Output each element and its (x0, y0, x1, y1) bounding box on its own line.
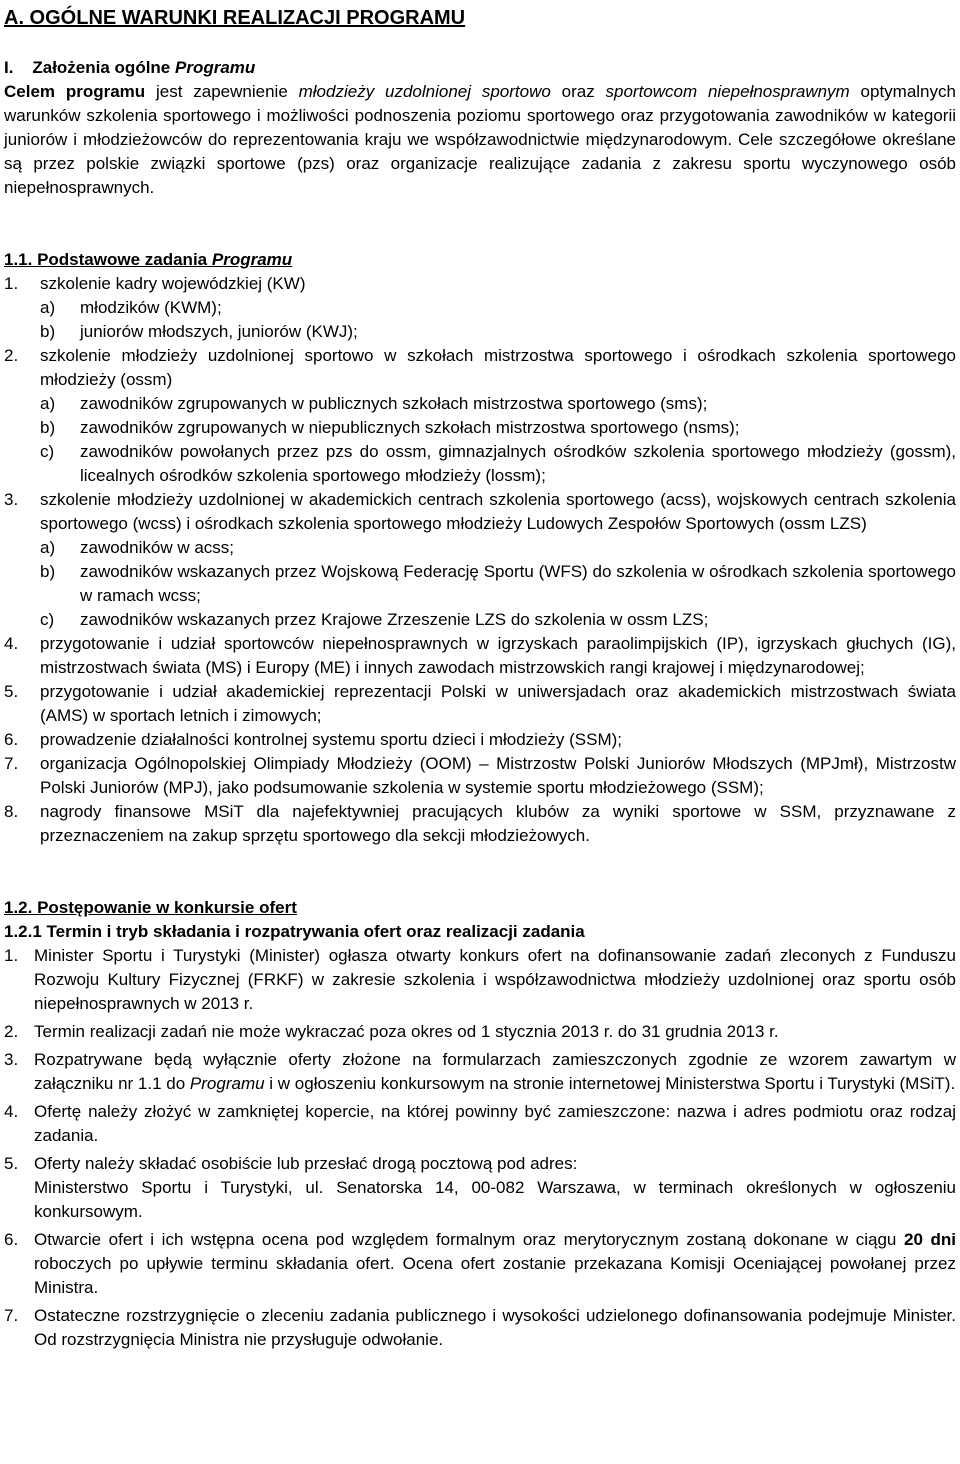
list-item (4, 1048, 956, 1096)
intro-italic-1: młodzieży uzdolnionej sportowo (298, 82, 551, 101)
list-item-text: Oferty należy składać osobiście lub przesłać drogą pocztową pod adres: (34, 1154, 578, 1173)
list-item (4, 632, 956, 680)
list-item (4, 728, 956, 752)
list-item (4, 272, 956, 344)
sub-item-letter: c) (40, 610, 55, 629)
sub-item-text: młodzików (KWM); (80, 298, 222, 317)
list-item (4, 680, 956, 728)
list-item-text-2: Ministerstwo Sportu i Turystyki, ul. Senatorska 14, 00-082 Warszawa, w terminach określonych w ogłoszeniu konkursowym. (34, 1178, 956, 1221)
list-item-text: szkolenie młodzieży uzdolnionej w akademickich centrach szkolenia sportowego (acss), wojskowych centrach szkolenia sportowego (wcss) i ośrodkach szkolenia sportowego młodzieży Ludowych Zespołów Sportowych (ossm LZS) (40, 490, 956, 533)
sub-item-text: zawodników w acss; (80, 538, 235, 557)
list-item-body (34, 1020, 956, 1044)
sub-item-text: zawodników wskazanych przez Krajowe Zrzeszenie LZS do szkolenia w ossm LZS; (80, 610, 709, 629)
list-item-text: Ofertę należy złożyć w zamkniętej kopercie, na której powinny być zamieszczone: nazwa i adres podmiotu oraz rodzaj zadania. (34, 1102, 956, 1145)
list-item-number: 5. (4, 682, 19, 701)
sub-item (40, 296, 956, 320)
procedure-list (4, 944, 956, 1352)
list-item (4, 488, 956, 632)
intro-text-3: optymalnych warunków szkolenia sportowego i możliwości podnoszenia poziomu sportowego oraz przygotowania zawodników w kategorii juniorów i młodzieżowców do reprezentowania kraju we współzawodnictwie międzynarodowym. Cele szczegółowe określane są przez polskie związki sportowe (pzs) oraz organizacje realizujące zadania z zakresu sportu wyczynowego osób niepełnosprawnych. (4, 82, 956, 197)
list-item-number: 5. (4, 1154, 19, 1173)
section-1-title: Założenia ogólne (32, 58, 171, 77)
list-item-number: 3. (4, 1050, 19, 1069)
list-item-body (34, 1228, 956, 1300)
list-item-text: organizacja Ogólnopolskiej Olimpiady Młodzieży (OOM) – Mistrzostw Polski Juniorów Młodszych (MPJmł), Mistrzostw Polski Juniorów (MPJ), jako podsumowanie szkolenia w systemie sportu młodzieżowego (SSM); (40, 754, 956, 797)
document-title: A. OGÓLNE WARUNKI REALIZACJI PROGRAMU (4, 7, 466, 29)
sub-item-text: zawodników zgrupowanych w niepublicznych szkołach mistrzostwa sportowego (nsms); (80, 418, 740, 437)
sub-item-text: zawodników wskazanych przez Wojskową Federację Sportu (WFS) do szkolenia w ośrodkach szkolenia sportowego w ramach wcss; (80, 562, 956, 605)
list-item-body (40, 800, 956, 848)
list-item-number: 1. (4, 274, 19, 293)
sub-item-text: juniorów młodszych, juniorów (KWJ); (80, 322, 358, 341)
section-1-title-italic: Programu (175, 58, 256, 77)
list-item (4, 1100, 956, 1148)
sub-item-letter: b) (40, 562, 56, 581)
list-item-body (40, 632, 956, 680)
list-item-body (34, 1100, 956, 1148)
sub-item-letter: c) (40, 442, 55, 461)
sub-item (40, 392, 956, 416)
section-1-1-heading (4, 248, 956, 272)
list-item-number: 4. (4, 634, 19, 653)
text-part: roboczych po upływie terminu składania ofert. Ocena ofert zostanie przekazana Komisji Oceniającej powołanej przez Ministra. (34, 1254, 956, 1297)
list-item-text: szkolenie kadry wojewódzkiej (KW) (40, 274, 306, 293)
section-1-2-1-heading: 1.2.1 Termin i tryb składania i rozpatrywania ofert oraz realizacji zadania (4, 922, 585, 941)
sub-item (40, 440, 956, 488)
intro-italic-2: sportowcom niepełnosprawnym (605, 82, 850, 101)
intro-text-2: oraz (550, 82, 606, 101)
list-item-text: Ostateczne rozstrzygnięcie o zleceniu zadania publicznego i wysokości udzielonego dofinansowania podejmuje Minister. Od rozstrzygnięcia Ministra nie przysługuje odwołanie. (34, 1306, 956, 1349)
list-item-number: 4. (4, 1102, 19, 1121)
text-bold: 20 dni (903, 1230, 956, 1249)
list-item-body (34, 1048, 956, 1096)
sub-item-letter: a) (40, 298, 56, 317)
list-item (4, 1152, 956, 1224)
text-italic: Programu (189, 1074, 265, 1093)
list-item-number: 2. (4, 1022, 19, 1041)
list-item-number: 7. (4, 754, 19, 773)
list-item-body (40, 488, 956, 632)
sub-item-text: zawodników zgrupowanych w publicznych szkołach mistrzostwa sportowego (sms); (80, 394, 708, 413)
sub-item-letter: a) (40, 394, 56, 413)
section-1-heading (4, 56, 956, 80)
sub-item (40, 320, 956, 344)
section-1-2-heading: 1.2. Postępowanie w konkursie ofert (4, 898, 297, 917)
tasks-list (4, 272, 956, 848)
list-item-text: nagrody finansowe MSiT dla najefektywniej pracujących klubów za wyniki sportowe w SSM, przyznawane z przeznaczeniem na zakup sprzętu sportowego dla sekcji młodzieżowych. (40, 802, 956, 845)
list-item-text: Termin realizacji zadań nie może wykraczać poza okres od 1 stycznia 2013 r. do 31 grudnia 2013 r. (34, 1022, 779, 1041)
section-1-1-title: 1.1. Podstawowe zadania (4, 250, 208, 269)
sub-item-letter: b) (40, 322, 56, 341)
spacer (4, 200, 956, 248)
list-item-text: Minister Sportu i Turystyki (Minister) ogłasza otwarty konkurs ofert na dofinansowanie zadań zleconych z Funduszu Rozwoju Kultury Fizycznej (FRKF) w zakresie szkolenia i współzawodnictwa młodzieży uzdolnionej oraz sportu osób niepełnosprawnych w 2013 r. (34, 946, 956, 1013)
list-item-body (34, 1304, 956, 1352)
sub-item-letter: a) (40, 538, 56, 557)
text-part: Rozpatrywane będą wyłącznie oferty złożone na formularzach zamieszczonych zgodnie ze wzorem zawartym w załączniku nr 1.1 do (34, 1050, 956, 1093)
list-item (4, 1228, 956, 1300)
list-item-number: 1. (4, 946, 19, 965)
list-item-number: 3. (4, 490, 19, 509)
list-item-text: szkolenie młodzieży uzdolnionej sportowo w szkołach mistrzostwa sportowego i ośrodkach szkolenia sportowego młodzieży (ossm) (40, 346, 956, 389)
list-item (4, 344, 956, 488)
list-item (4, 800, 956, 848)
list-item-body (34, 944, 956, 1016)
list-item-text (34, 1228, 956, 1300)
list-item-body (40, 344, 956, 488)
section-1-number: I. (4, 58, 14, 77)
sub-item-letter: b) (40, 418, 56, 437)
list-item-number: 7. (4, 1306, 19, 1325)
list-item-body (34, 1152, 956, 1224)
sub-item (40, 560, 956, 608)
spacer (4, 848, 956, 896)
list-item (4, 1304, 956, 1352)
list-item-number: 6. (4, 1230, 19, 1249)
section-1-1-title-italic: Programu (211, 250, 293, 269)
text-part: Otwarcie ofert i ich wstępna ocena pod względem formalnym oraz merytorycznym zostaną dokonane w ciągu (34, 1230, 904, 1249)
list-item (4, 1020, 956, 1044)
list-item-text: przygotowanie i udział akademickiej reprezentacji Polski w uniwersjadach oraz akademickich mistrzostwach świata (AMS) w sportach letnich i zimowych; (40, 682, 956, 725)
list-item-body (40, 272, 956, 344)
sub-item (40, 416, 956, 440)
list-item-body (40, 728, 956, 752)
list-item-number: 2. (4, 346, 19, 365)
sub-item-text: zawodników powołanych przez pzs do ossm, gimnazjalnych ośrodków szkolenia sportowego młodzieży (gossm), licealnych ośrodków szkolenia sportowego młodzieży (lossm); (80, 442, 956, 485)
list-item (4, 752, 956, 800)
list-item-text: prowadzenie działalności kontrolnej systemu sportu dzieci i młodzieży (SSM); (40, 730, 623, 749)
list-item-text (34, 1048, 956, 1096)
text-part: i w ogłoszeniu konkursowym na stronie internetowej Ministerstwa Sportu i Turystyki (MSiT). (264, 1074, 956, 1093)
sub-item (40, 608, 956, 632)
list-item-number: 6. (4, 730, 19, 749)
list-item (4, 944, 956, 1016)
list-item-body (40, 680, 956, 728)
list-item-body (40, 752, 956, 800)
list-item-number: 8. (4, 802, 19, 821)
section-1-intro (4, 80, 956, 200)
intro-bold: Celem programu (4, 82, 146, 101)
intro-text-1: jest zapewnienie (145, 82, 299, 101)
sub-item (40, 536, 956, 560)
list-item-text: przygotowanie i udział sportowców niepełnosprawnych w igrzyskach paraolimpijskich (IP), igrzyskach głuchych (IG), mistrzostwach świata (MS) i Europy (ME) i innych zawodach mistrzowskich rangi krajowej i międzynarodowej; (40, 634, 956, 677)
